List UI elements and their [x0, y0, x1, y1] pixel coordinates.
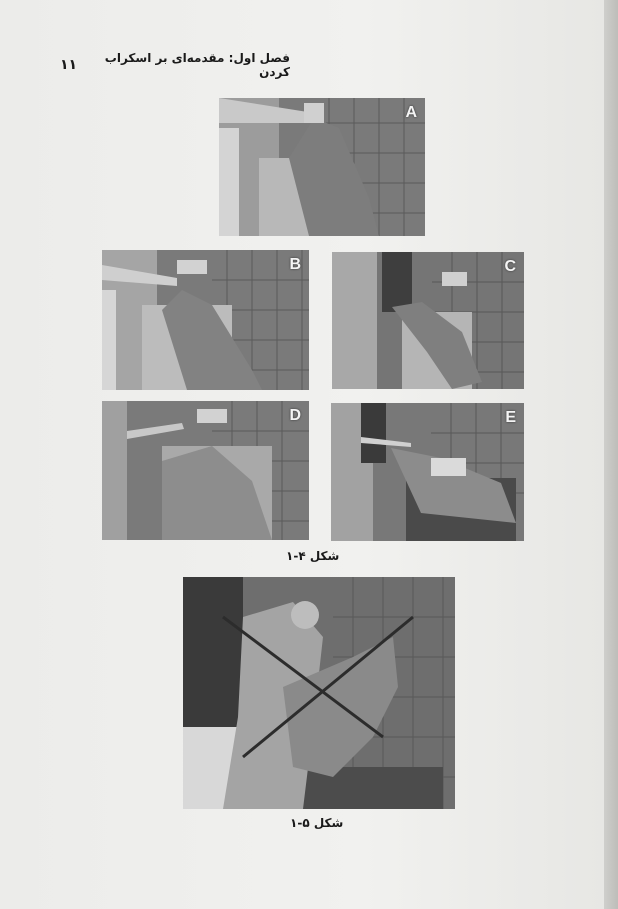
figure-1-5-caption: شکل ۵-۱ [290, 816, 344, 830]
photo-figure-1-5 [183, 577, 455, 809]
page-header [60, 51, 290, 79]
panel-label-b: B [289, 256, 301, 273]
figure-1-4-caption: شکل ۴-۱ [286, 549, 340, 563]
photo-panel-e [331, 403, 524, 541]
photo-panel-a [219, 98, 425, 236]
page-number: ۱۱ [60, 57, 78, 73]
panel-label-e: E [505, 409, 516, 426]
panel-label-c: C [504, 258, 516, 275]
panel-label-d: D [289, 407, 301, 424]
photo-panel-d [102, 401, 309, 540]
photo-panel-b [102, 250, 309, 390]
photo-panel-c [332, 252, 524, 389]
chapter-title: فصل اول: مقدمه‌ای بر اسکراب کردن [104, 51, 290, 79]
page-edge [604, 0, 618, 909]
panel-label-a: A [405, 104, 417, 121]
